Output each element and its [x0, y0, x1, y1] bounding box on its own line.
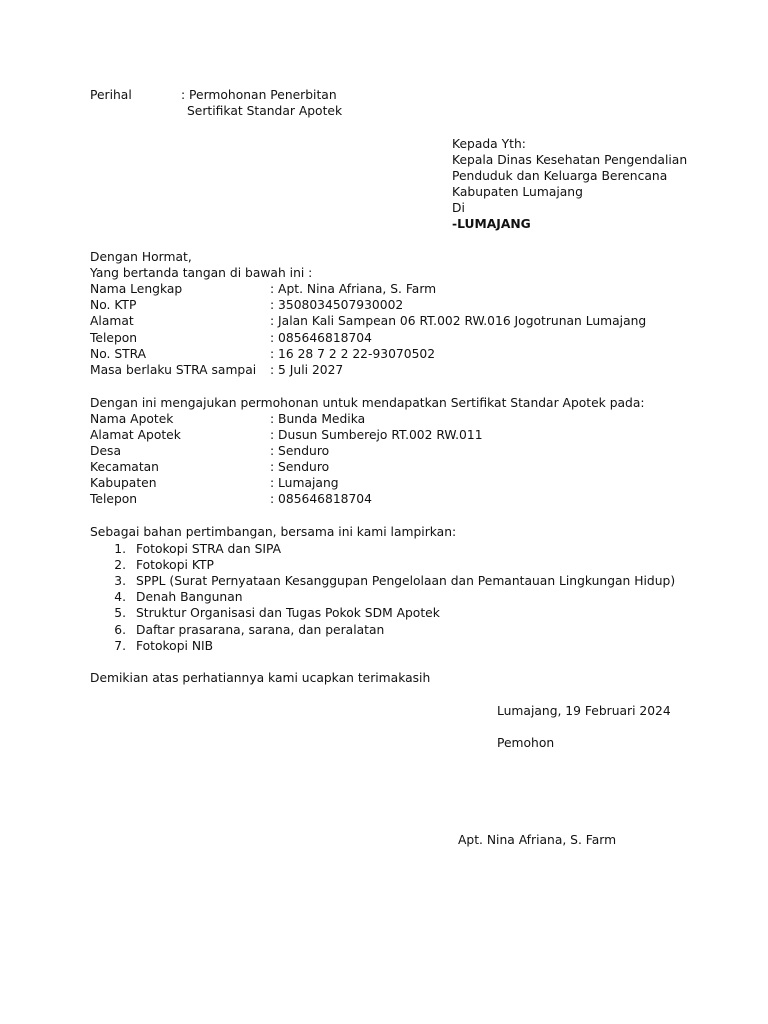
pharmacy-value: : Bunda Medika [270, 412, 366, 426]
list-item: Denah Bangunan [136, 590, 243, 604]
addressee-city: -LUMAJANG [452, 217, 531, 231]
subject-label: Perihal [90, 88, 132, 102]
place-date: Lumajang, 19 Februari 2024 [497, 704, 671, 718]
pharmacy-value: : Dusun Sumberejo RT.002 RW.011 [270, 428, 483, 442]
applicant-key: No. STRA [90, 347, 147, 361]
pharmacy-key: Kecamatan [90, 460, 159, 474]
pharmacy-key: Alamat Apotek [90, 428, 181, 442]
pharmacy-key: Kabupaten [90, 476, 157, 490]
pharmacy-value: : Lumajang [270, 476, 339, 490]
applicant-value: : 5 Juli 2027 [270, 363, 344, 377]
applicant-value: : 3508034507930002 [270, 298, 404, 312]
addressee-line-4: Kabupaten Lumajang [452, 185, 583, 199]
list-item: Fotokopi KTP [136, 558, 214, 572]
pharmacy-value: : Senduro [270, 460, 330, 474]
addressee-line-1: Kepada Yth: [452, 137, 526, 151]
applicant-key: Alamat [90, 314, 134, 328]
applicant-value: : 085646818704 [270, 331, 372, 345]
list-number: 3. [114, 574, 126, 588]
list-number: 7. [114, 639, 126, 653]
applicant-key: Nama Lengkap [90, 282, 183, 296]
pharmacy-value: : 085646818704 [270, 492, 372, 506]
closing-text: Demikian atas perhatiannya kami ucapkan terimakasih [90, 671, 431, 685]
list-item: SPPL (Surat Pernyataan Kesanggupan Pengelolaan dan Pemantauan Lingkungan Hidup) [136, 574, 676, 588]
list-item: Struktur Organisasi dan Tugas Pokok SDM Apotek [136, 606, 440, 620]
list-item: Fotokopi NIB [136, 639, 214, 653]
applicant-key: No. KTP [90, 298, 137, 312]
signer-role: Pemohon [497, 736, 555, 750]
greeting: Dengan Hormat, [90, 250, 192, 264]
list-number: 1. [114, 542, 126, 556]
pharmacy-key: Desa [90, 444, 121, 458]
list-number: 6. [114, 623, 126, 637]
subject-line-1: : Permohonan Penerbitan [181, 88, 337, 102]
list-item: Fotokopi STRA dan SIPA [136, 542, 282, 556]
signer-name: Apt. Nina Afriana, S. Farm [458, 833, 617, 847]
list-item: Daftar prasarana, sarana, dan peralatan [136, 623, 385, 637]
pharmacy-key: Nama Apotek [90, 412, 174, 426]
addressee-line-2: Kepala Dinas Kesehatan Pengendalian [452, 153, 688, 167]
list-number: 2. [114, 558, 126, 572]
intro-text: Yang bertanda tangan di bawah ini : [90, 266, 313, 280]
applicant-value: : Apt. Nina Afriana, S. Farm [270, 282, 437, 296]
applicant-value: : Jalan Kali Sampean 06 RT.002 RW.016 Jogotrunan Lumajang [270, 314, 647, 328]
addressee-line-3: Penduduk dan Keluarga Berencana [452, 169, 668, 183]
addressee-line-5: Di [452, 201, 465, 215]
subject-line-2: Sertifikat Standar Apotek [187, 104, 343, 118]
attachments-intro: Sebagai bahan pertimbangan, bersama ini kami lampirkan: [90, 525, 457, 539]
list-number: 5. [114, 606, 126, 620]
pharmacy-value: : Senduro [270, 444, 330, 458]
applicant-key: Masa berlaku STRA sampai [90, 363, 257, 377]
applicant-value: : 16 28 7 2 2 22-93070502 [270, 347, 436, 361]
request-intro: Dengan ini mengajukan permohonan untuk mendapatkan Sertifikat Standar Apotek pada: [90, 396, 645, 410]
list-number: 4. [114, 590, 126, 604]
applicant-key: Telepon [90, 331, 138, 345]
pharmacy-key: Telepon [90, 492, 138, 506]
